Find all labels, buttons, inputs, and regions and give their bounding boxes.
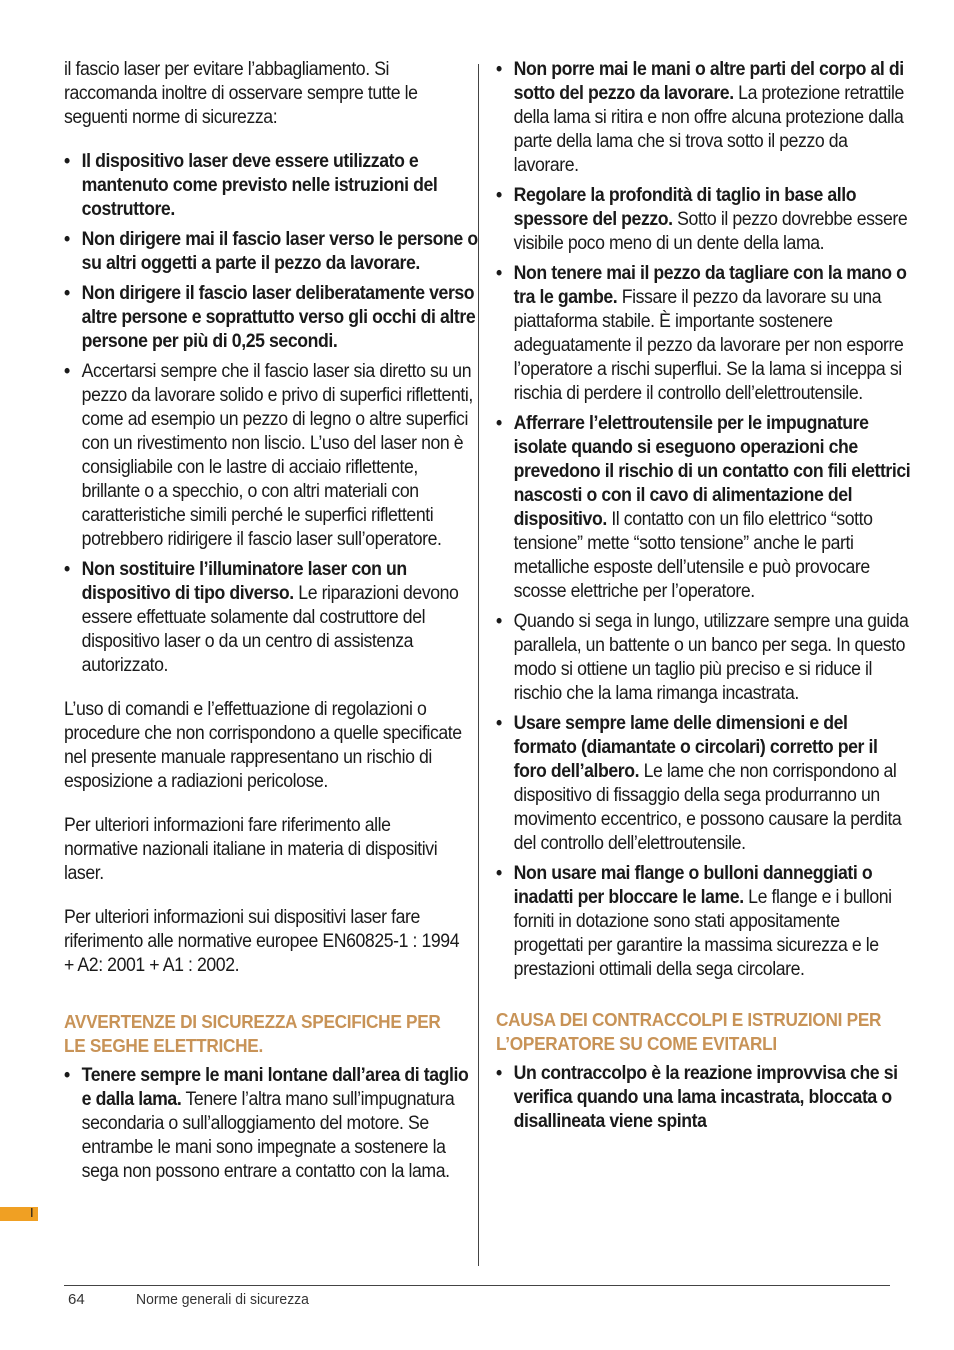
left-column bbox=[64, 58, 478, 1204]
list-item: • Non sostituire l’illuminatore laser con un dispositivo di tipo diverso. Le riparazioni devono essere effettuate solamente dal costruttore del dispositivo laser o da un centro di assistenza autorizzato. bbox=[64, 558, 480, 678]
laser-safety-list bbox=[64, 150, 478, 678]
list-item: • Accertarsi sempre che il fascio laser sia diretto su un pezzo da lavorare solido e privo di superfici riflettenti, come ad esempio un pezzo di legno o altre superfici con un rivestimento non liscio. L’uso del laser non è consigliabile con le lastre di acciaio riflettente, brillante o a specchio, o con altri materiali con caratteristiche simili perché le superfici riflettenti potrebbero ridirigere il fascio laser sull’operatore. bbox=[64, 360, 480, 552]
language-tab bbox=[0, 1207, 38, 1221]
list-item: • Quando si sega in lungo, utilizzare sempre una guida parallela, un battente o un banco per sega. In questo modo si ottiene un taglio più preciso e si riduce il rischio che la lama rimanga incastrata. bbox=[496, 610, 912, 706]
list-item: • Un contraccolpo è la reazione improvvisa che si verifica quando una lama incastrata, bloccata o disallineata viene spinta bbox=[496, 1062, 912, 1134]
saw-safety-list-continued bbox=[496, 58, 911, 982]
column-divider bbox=[478, 64, 479, 1266]
body-paragraph: Per ulteriori informazioni sui dispositivi laser fare riferimento alle normative europee EN60825-1 : 1994 + A2: 2001 + A1 : 2002. bbox=[64, 907, 460, 976]
list-item: • Tenere sempre le mani lontane dall’area di taglio e dalla lama. Tenere l’altra mano sull’impugnatura secondaria o sull’alloggiamento del motore. Se entrambe le mani sono impegnate a sostenere la sega non possono entrare a contatto con la lama. bbox=[64, 1064, 480, 1184]
body-paragraph: Per ulteriori informazioni fare riferimento alle normative nazionali italiane in materia di dispositivi laser. bbox=[64, 815, 438, 884]
body-paragraph: L’uso di comandi e l’effettuazione di regolazioni o procedure che non corrispondono a quelle specificate nel presente manuale rappresentano un rischio di esposizione a radiazioni pericolose. bbox=[64, 699, 462, 792]
right-column bbox=[496, 58, 911, 1154]
list-item: • Non tenere mai il pezzo da tagliare con la mano o tra le gambe. Fissare il pezzo da lavorare su una piattaforma stabile. È importante sostenere adeguatamente il pezzo da lavorare per non esporre l’operatore a rischi superflui. Se la lama si inceppa si rischia di perdere il controllo dell’elettroutensile. bbox=[496, 262, 912, 406]
list-item: • Regolare la profondità di taglio in base allo spessore del pezzo. Sotto il pezzo dovrebbe essere visibile poco meno di un dente della lama. bbox=[496, 184, 912, 256]
footer-section-title: Norme generali di sicurezza bbox=[136, 1291, 309, 1308]
intro-paragraph: il fascio laser per evitare l’abbagliamento. Si raccomanda inoltre di osservare sempre tutte le seguenti norme di sicurezza: bbox=[64, 59, 418, 128]
list-item: • Non dirigere il fascio laser deliberatamente verso altre persone e soprattutto verso gli occhi di altre persone per più di 0,25 secondi. bbox=[64, 282, 480, 354]
list-item: • Afferrare l’elettroutensile per le impugnature isolate quando si eseguono operazioni che prevedono il rischio di un contatto con fili elettrici nascosti o con il cavo di alimentazione del dispositivo. Il contatto con un filo elettrico “sotto tensione” mette “sotto tensione” anche le parti metalliche esposte dell’utensile e può provocare scosse elettriche per l’operatore. bbox=[496, 412, 912, 604]
page-number: 64 bbox=[68, 1291, 85, 1308]
section-heading: CAUSA DEI CONTRACCOLPI E ISTRUZIONI PER L’OPERATORE SU COME EVITARLI bbox=[496, 1009, 882, 1054]
list-item: • Non dirigere mai il fascio laser verso le persone o su altri oggetti a parte il pezzo da lavorare. bbox=[64, 228, 480, 276]
list-item: • Non porre mai le mani o altre parti del corpo al di sotto del pezzo da lavorare. La protezione retrattile della lama si ritira e non offre alcuna protezione dalla parte della lama che si trova sotto il pezzo da lavorare. bbox=[496, 58, 912, 178]
kickback-list bbox=[496, 1062, 898, 1134]
language-tab-label: I bbox=[30, 1205, 34, 1220]
saw-safety-list bbox=[64, 1064, 469, 1184]
list-item: • Usare sempre lame delle dimensioni e del formato (diamantate o circolari) corretto per il foro dell’albero. Le lame che non corrispondono al dispositivo di fissaggio della sega produrranno un movimento eccentrico, e possono causare la perdita del controllo dell’elettroutensile. bbox=[496, 712, 912, 856]
list-item: • Non usare mai flange o bulloni danneggiati o inadatti per bloccare le lame. Le flange e i bulloni forniti in dotazione sono stati appositamente progettati per garantire la massima sicurezza e le prestazioni ottimali della sega circolare. bbox=[496, 862, 912, 982]
section-heading: AVVERTENZE DI SICUREZZA SPECIFICHE PER LE SEGHE ELETTRICHE. bbox=[64, 1011, 441, 1056]
footer-divider bbox=[64, 1285, 890, 1286]
list-item: • Il dispositivo laser deve essere utilizzato e mantenuto come previsto nelle istruzioni del costruttore. bbox=[64, 150, 480, 222]
